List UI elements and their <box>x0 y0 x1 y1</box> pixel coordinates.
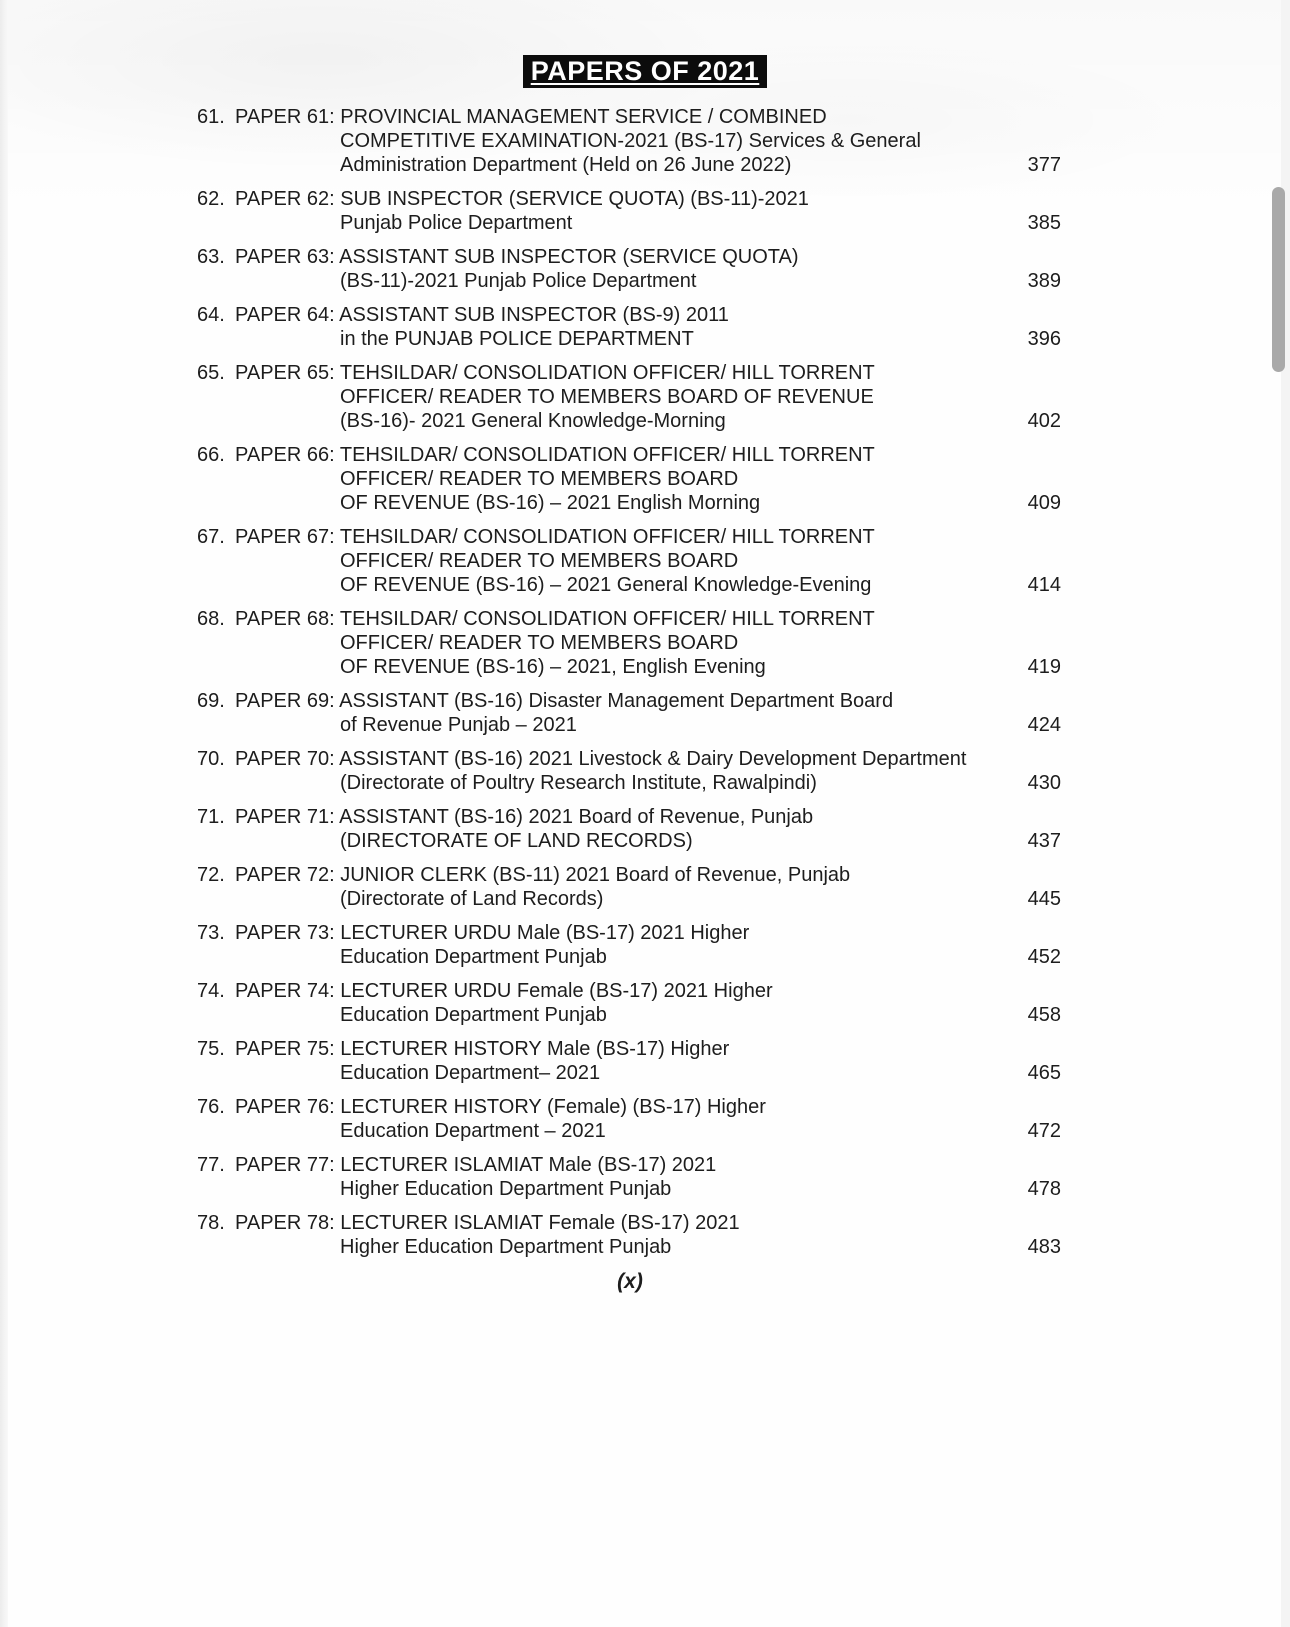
entry-title-line: PAPER 73: LECTURER URDU Male (BS-17) 2021 Higher <box>235 922 750 944</box>
entry-line: OF REVENUE (BS-16) – 2021 English Morning <box>340 492 761 514</box>
entry-number: 68. <box>197 608 225 630</box>
toc-entry <box>197 979 1061 1027</box>
entry-label: PAPER 72: <box>235 864 335 886</box>
toc-entry <box>197 607 1061 679</box>
entry-label: PAPER 63: <box>235 246 335 268</box>
entry-number: 61. <box>197 106 225 128</box>
entry-page-number: 414 <box>1027 574 1061 596</box>
entry-line: OFFICER/ READER TO MEMBERS BOARD <box>340 468 739 490</box>
entry-title-line: PAPER 62: SUB INSPECTOR (SERVICE QUOTA) (BS-11)-2021 <box>235 188 809 210</box>
entry-line: of Revenue Punjab – 2021 <box>340 714 577 736</box>
entry-line: OFFICER/ READER TO MEMBERS BOARD <box>340 632 739 654</box>
entry-line: Education Department Punjab <box>340 1004 607 1026</box>
entry-label: PAPER 73: <box>235 922 335 944</box>
entry-title-line: PAPER 75: LECTURER HISTORY Male (BS-17) Higher <box>235 1038 730 1060</box>
entry-page-number: 478 <box>1027 1178 1061 1200</box>
entry-page-number: 419 <box>1027 656 1061 678</box>
entry-number: 66. <box>197 444 225 466</box>
entry-first-line <box>197 1211 1061 1235</box>
entry-line: OFFICER/ READER TO MEMBERS BOARD OF REVENUE <box>340 386 874 408</box>
entry-label: PAPER 65: <box>235 362 335 384</box>
entry-first-line <box>197 979 1061 1003</box>
toc-entry <box>197 361 1061 433</box>
toc-entry <box>197 105 1061 177</box>
entry-line: (BS-11)-2021 Punjab Police Department <box>340 270 697 292</box>
entry-page-number: 385 <box>1027 212 1061 234</box>
entry-number: 73. <box>197 922 225 944</box>
entry-label: PAPER 77: <box>235 1154 335 1176</box>
entry-number: 70. <box>197 748 225 770</box>
toc-entry <box>197 1037 1061 1085</box>
entry-page-number: 402 <box>1027 410 1061 432</box>
entry-first-line <box>197 443 1061 467</box>
entry-page-number: 472 <box>1027 1120 1061 1142</box>
entry-line: (DIRECTORATE OF LAND RECORDS) <box>340 830 693 852</box>
entry-line: Higher Education Department Punjab <box>340 1236 672 1258</box>
entry-line: Education Department – 2021 <box>340 1120 606 1142</box>
entry-label: PAPER 74: <box>235 980 335 1002</box>
entry-label: PAPER 61: <box>235 106 335 128</box>
toc-entry <box>197 303 1061 351</box>
entry-first-line <box>197 245 1061 269</box>
toc-entry <box>197 747 1061 795</box>
entry-number: 77. <box>197 1154 225 1176</box>
entry-label: PAPER 76: <box>235 1096 335 1118</box>
entry-first-line <box>197 921 1061 945</box>
entry-first-line <box>197 105 1061 129</box>
entry-first-line <box>197 805 1061 829</box>
entry-line: OF REVENUE (BS-16) – 2021, English Evening <box>340 656 766 678</box>
entry-page-number: 424 <box>1027 714 1061 736</box>
entry-first-line <box>197 1095 1061 1119</box>
entry-first-line <box>197 525 1061 549</box>
entry-label: PAPER 78: <box>235 1212 335 1234</box>
entry-page-number: 437 <box>1027 830 1061 852</box>
entry-number: 72. <box>197 864 225 886</box>
entry-number: 78. <box>197 1212 225 1234</box>
entry-page-number: 465 <box>1027 1062 1061 1084</box>
entry-page-number: 445 <box>1027 888 1061 910</box>
entry-title-line: PAPER 67: TEHSILDAR/ CONSOLIDATION OFFICER/ HILL TORRENT <box>235 526 875 548</box>
entry-number: 69. <box>197 690 225 712</box>
toc-entry <box>197 689 1061 737</box>
entry-label: PAPER 70: <box>235 748 335 770</box>
entry-line: (Directorate of Poultry Research Institute, Rawalpindi) <box>340 772 817 794</box>
entry-number: 74. <box>197 980 225 1002</box>
entry-label: PAPER 66: <box>235 444 335 466</box>
entry-title-line: PAPER 72: JUNIOR CLERK (BS-11) 2021 Board of Revenue, Punjab <box>235 864 851 886</box>
entry-first-line <box>197 689 1061 713</box>
entry-first-line <box>197 361 1061 385</box>
entry-title-line: PAPER 70: ASSISTANT (BS-16) 2021 Livestock & Dairy Development Department <box>235 748 967 770</box>
entry-line: Education Department Punjab <box>340 946 607 968</box>
entry-line: Education Department– 2021 <box>340 1062 601 1084</box>
page-header-band <box>0 0 1290 88</box>
toc-entry <box>197 245 1061 293</box>
entry-label: PAPER 62: <box>235 188 335 210</box>
entry-page-number: 452 <box>1027 946 1061 968</box>
entry-first-line <box>197 187 1061 211</box>
entry-title-line: PAPER 74: LECTURER URDU Female (BS-17) 2021 Higher <box>235 980 773 1002</box>
entry-number: 65. <box>197 362 225 384</box>
entry-line: OFFICER/ READER TO MEMBERS BOARD <box>340 550 739 572</box>
entry-first-line <box>197 1153 1061 1177</box>
toc-list <box>197 105 1061 1259</box>
entry-title-line: PAPER 78: LECTURER ISLAMIAT Female (BS-17) 2021 <box>235 1212 740 1234</box>
entry-line: (Directorate of Land Records) <box>340 888 604 910</box>
entry-title-line: PAPER 65: TEHSILDAR/ CONSOLIDATION OFFICER/ HILL TORRENT <box>235 362 875 384</box>
entry-label: PAPER 67: <box>235 526 335 548</box>
entry-page-number: 458 <box>1027 1004 1061 1026</box>
entry-first-line <box>197 747 1061 771</box>
entry-first-line <box>197 1037 1061 1061</box>
toc-entry <box>197 187 1061 235</box>
scan-gutter-shadow <box>0 0 8 1627</box>
toc-entry <box>197 1211 1061 1259</box>
entry-line: (BS-16)- 2021 General Knowledge-Morning <box>340 410 726 432</box>
entry-title-line: PAPER 69: ASSISTANT (BS-16) Disaster Management Department Board <box>235 690 894 712</box>
entry-line: Punjab Police Department <box>340 212 573 234</box>
entry-line: in the PUNJAB POLICE DEPARTMENT <box>340 328 694 350</box>
entry-title-line: PAPER 68: TEHSILDAR/ CONSOLIDATION OFFICER/ HILL TORRENT <box>235 608 875 630</box>
entry-number: 76. <box>197 1096 225 1118</box>
toc-entry <box>197 805 1061 853</box>
entry-title-line: PAPER 66: TEHSILDAR/ CONSOLIDATION OFFICER/ HILL TORRENT <box>235 444 875 466</box>
entry-page-number: 396 <box>1027 328 1061 350</box>
entry-number: 71. <box>197 806 225 828</box>
entry-title-line: PAPER 76: LECTURER HISTORY (Female) (BS-17) Higher <box>235 1096 766 1118</box>
entry-title-line: PAPER 77: LECTURER ISLAMIAT Male (BS-17) 2021 <box>235 1154 717 1176</box>
entry-page-number: 430 <box>1027 772 1061 794</box>
entry-first-line <box>197 303 1061 327</box>
entry-label: PAPER 71: <box>235 806 335 828</box>
entry-page-number: 409 <box>1027 492 1061 514</box>
toc-entry <box>197 863 1061 911</box>
entry-page-number: 483 <box>1027 1236 1061 1258</box>
entry-label: PAPER 64: <box>235 304 335 326</box>
toc-entry <box>197 443 1061 515</box>
toc-entry <box>197 525 1061 597</box>
entry-number: 67. <box>197 526 225 548</box>
entry-number: 63. <box>197 246 225 268</box>
entry-title-line: PAPER 64: ASSISTANT SUB INSPECTOR (BS-9) 2011 <box>235 304 729 326</box>
page-title: PAPERS OF 2021 <box>523 55 768 88</box>
toc-entry <box>197 921 1061 969</box>
entry-number: 64. <box>197 304 225 326</box>
entry-page-number: 377 <box>1027 154 1061 176</box>
toc-entry <box>197 1153 1061 1201</box>
entry-first-line <box>197 863 1061 887</box>
entry-number: 75. <box>197 1038 225 1060</box>
entry-line: OF REVENUE (BS-16) – 2021 General Knowledge-Evening <box>340 574 872 596</box>
entry-line: Higher Education Department Punjab <box>340 1178 672 1200</box>
entry-page-number: 389 <box>1027 270 1061 292</box>
entry-title-line: PAPER 61: PROVINCIAL MANAGEMENT SERVICE / COMBINED <box>235 106 827 128</box>
entry-line: COMPETITIVE EXAMINATION-2021 (BS-17) Services & General <box>340 130 921 152</box>
entry-title-line: PAPER 63: ASSISTANT SUB INSPECTOR (SERVICE QUOTA) <box>235 246 799 268</box>
entry-label: PAPER 75: <box>235 1038 335 1060</box>
scrollbar-thumb[interactable] <box>1272 187 1285 372</box>
entry-first-line <box>197 607 1061 631</box>
entry-label: PAPER 69: <box>235 690 335 712</box>
entry-line: Administration Department (Held on 26 June 2022) <box>340 154 792 176</box>
entry-label: PAPER 68: <box>235 608 335 630</box>
entry-title-line: PAPER 71: ASSISTANT (BS-16) 2021 Board of Revenue, Punjab <box>235 806 814 828</box>
toc-entry <box>197 1095 1061 1143</box>
entry-number: 62. <box>197 188 225 210</box>
page-footer: (x) <box>617 1270 643 1293</box>
